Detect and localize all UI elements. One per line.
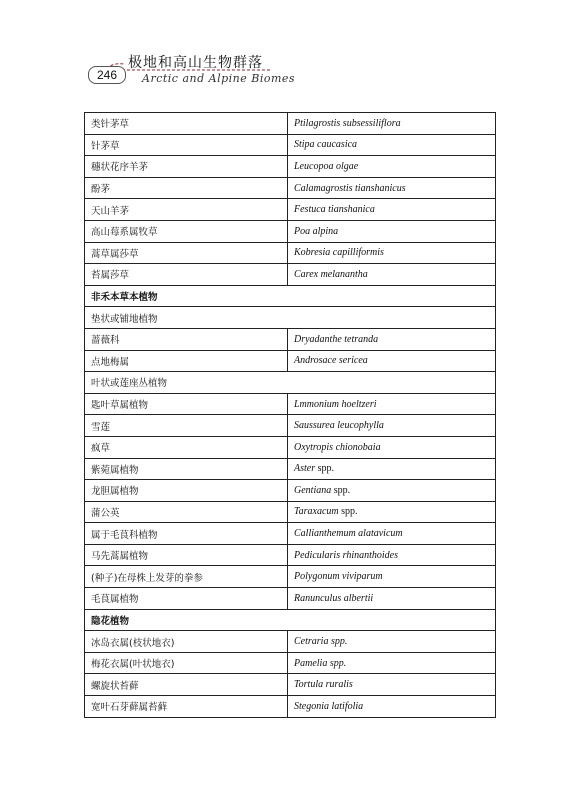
common-name-cell: 蒿草属莎草 — [85, 242, 288, 264]
table-row — [85, 242, 496, 264]
common-name-cell: 天山羊茅 — [85, 199, 288, 221]
scientific-name-cell — [288, 696, 496, 718]
table-row — [85, 609, 496, 631]
subsection-heading: 叶状或莲座丛植物 — [85, 372, 496, 394]
table-row — [85, 177, 496, 199]
common-name-cell: 匙叶草属植物 — [85, 393, 288, 415]
common-name-cell: 龙胆属植物 — [85, 480, 288, 502]
common-name-cell: 紫菀属植物 — [85, 458, 288, 480]
common-name-cell: 蔷薇科 — [85, 328, 288, 350]
scientific-name: Aster — [294, 463, 316, 475]
table-row — [85, 458, 496, 480]
scientific-name-cell — [288, 177, 496, 199]
common-name-cell: 针茅草 — [85, 134, 288, 156]
common-name-cell: 毛茛属植物 — [85, 588, 288, 610]
table-row — [85, 307, 496, 329]
scientific-name-cell — [288, 328, 496, 350]
table-row — [85, 156, 496, 178]
table-row — [85, 544, 496, 566]
scientific-name: Dryadanthe tetranda — [294, 333, 379, 345]
common-name-cell: 马先蒿属植物 — [85, 544, 288, 566]
scientific-name-cell — [288, 501, 496, 523]
scientific-name: Cetraria spp. — [294, 636, 348, 648]
common-name-cell: 点地梅属 — [85, 350, 288, 372]
table-row — [85, 264, 496, 286]
table-row — [85, 674, 496, 696]
scientific-name-cell — [288, 566, 496, 588]
scientific-name-cell — [288, 350, 496, 372]
table-row — [85, 372, 496, 394]
species-suffix: spp. — [331, 484, 351, 496]
scientific-name: Gentiana — [294, 484, 332, 496]
common-name-cell: 类针茅草 — [85, 113, 288, 135]
scientific-name-cell — [288, 674, 496, 696]
table-row — [85, 696, 496, 718]
scientific-name: Ranunculus albertii — [294, 592, 374, 604]
scientific-name-cell — [288, 199, 496, 221]
scientific-name: Stegonia latifolia — [294, 700, 364, 712]
common-name-cell: 属于毛茛科植物 — [85, 523, 288, 545]
scientific-name-cell — [288, 436, 496, 458]
scientific-name-cell — [288, 523, 496, 545]
table-row — [85, 631, 496, 653]
scientific-name-cell — [288, 458, 496, 480]
scientific-name-cell — [288, 134, 496, 156]
table-row — [85, 523, 496, 545]
table-row — [85, 480, 496, 502]
common-name-cell: 苔属莎草 — [85, 264, 288, 286]
table-row — [85, 501, 496, 523]
common-name-cell: (种子)在母株上发芽的拳参 — [85, 566, 288, 588]
table-row — [85, 199, 496, 221]
section-heading: 隐花植物 — [85, 609, 496, 631]
common-name-cell: 疯草 — [85, 436, 288, 458]
scientific-name-cell — [288, 156, 496, 178]
scientific-name-cell — [288, 393, 496, 415]
scientific-name: Kobresia capilliformis — [294, 247, 384, 259]
scientific-name: Calamagrostis tianshanicus — [294, 182, 406, 194]
table-row — [85, 285, 496, 307]
common-name-cell: 蒲公英 — [85, 501, 288, 523]
common-name-cell: 高山莓系属牧草 — [85, 220, 288, 242]
common-name-cell: 梅花衣属(叶状地衣) — [85, 652, 288, 674]
scientific-name: Oxytropis chionobaia — [294, 441, 381, 453]
scientific-name-cell — [288, 588, 496, 610]
species-suffix: spp. — [338, 506, 358, 518]
table-row — [85, 652, 496, 674]
scientific-name: Taraxacum — [294, 506, 339, 518]
table-row — [85, 134, 496, 156]
scientific-name: Callianthemum alatavicum — [294, 528, 403, 540]
species-suffix: spp. — [315, 463, 335, 475]
common-name-cell: 宽叶石芽藓属苔藓 — [85, 696, 288, 718]
common-name-cell: 冰岛衣属(枝状地衣) — [85, 631, 288, 653]
scientific-name: Tortula ruralis — [294, 679, 353, 691]
page-header — [0, 0, 570, 100]
scientific-name-cell — [288, 544, 496, 566]
scientific-name: Saussurea leucophylla — [294, 420, 384, 432]
scientific-name: Stipa caucasica — [294, 139, 358, 151]
scientific-name: Pedicularis rhinanthoides — [294, 549, 398, 561]
table-row — [85, 415, 496, 437]
common-name-cell: 雪莲 — [85, 415, 288, 437]
table-row — [85, 588, 496, 610]
common-name-cell: 穗状花序羊茅 — [85, 156, 288, 178]
book-title-english: Arctic and Alpine Biomes — [142, 72, 296, 85]
scientific-name-cell — [288, 264, 496, 286]
book-title-chinese: 极地和高山生物群落 — [128, 55, 263, 71]
table-row — [85, 566, 496, 588]
common-name-cell: 螺旋状苔藓 — [85, 674, 288, 696]
scientific-name-cell — [288, 480, 496, 502]
scientific-name-cell — [288, 652, 496, 674]
scientific-name-cell — [288, 631, 496, 653]
scientific-name: Leucopoa olgae — [294, 160, 359, 172]
scientific-name-cell — [288, 415, 496, 437]
table-row — [85, 113, 496, 135]
scientific-name: Polygonum viviparum — [294, 571, 383, 583]
scientific-name: Androsace sericea — [294, 355, 368, 367]
scientific-name-cell — [288, 113, 496, 135]
common-name-cell: 酚茅 — [85, 177, 288, 199]
table-row — [85, 436, 496, 458]
table-row — [85, 220, 496, 242]
scientific-name-cell — [288, 220, 496, 242]
scientific-name: Carex melanantha — [294, 268, 368, 280]
scientific-name-cell — [288, 242, 496, 264]
scientific-name: Lmmonium hoeltzeri — [294, 398, 377, 410]
table-row — [85, 328, 496, 350]
table-row — [85, 350, 496, 372]
section-heading: 非禾本草本植物 — [85, 285, 496, 307]
scientific-name: Pamelia spp. — [294, 657, 347, 669]
scientific-name: Ptilagrostis subsessiliflora — [294, 117, 401, 129]
subsection-heading: 垫状或铺地植物 — [85, 307, 496, 329]
scientific-name: Poa alpina — [294, 225, 339, 237]
species-table — [84, 112, 496, 718]
page-number: 246 — [88, 66, 126, 84]
scientific-name: Festuca tianshanica — [294, 204, 375, 216]
table-row — [85, 393, 496, 415]
